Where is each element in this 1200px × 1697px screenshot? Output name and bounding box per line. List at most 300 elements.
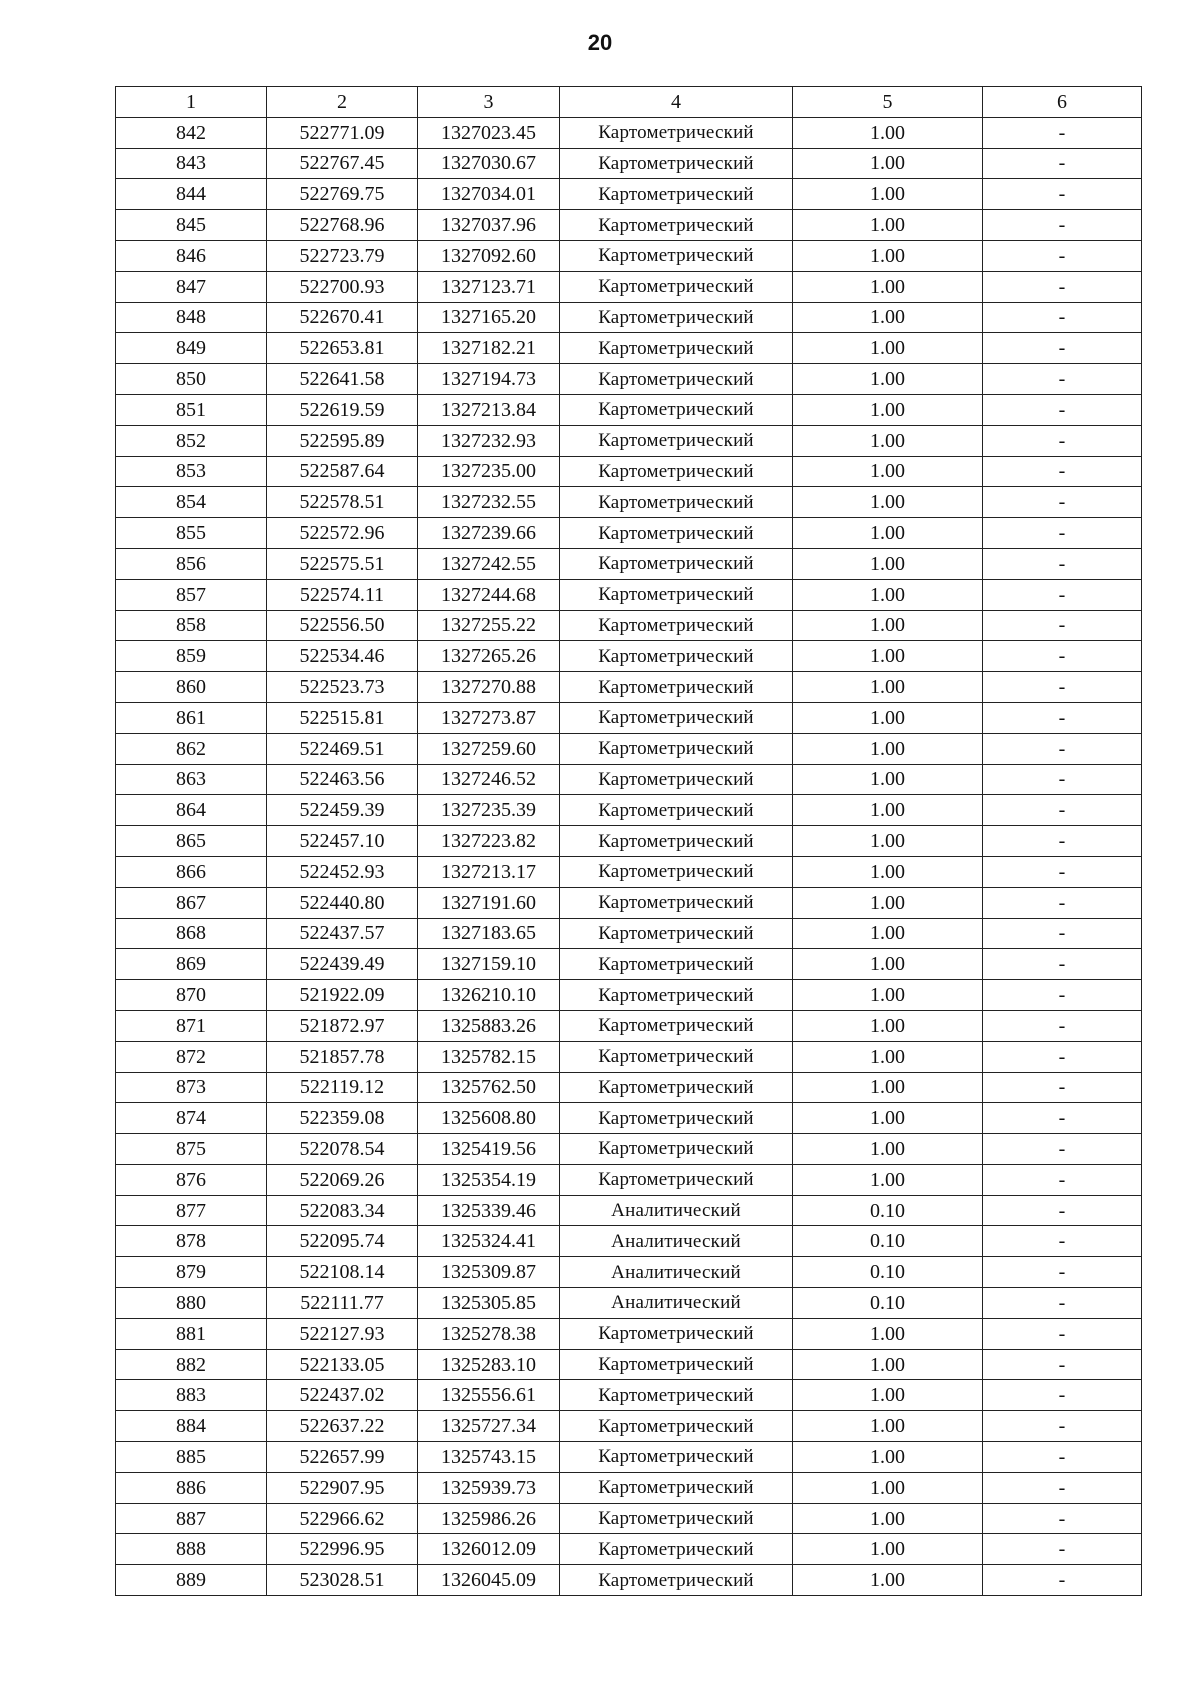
- table-row: [116, 487, 1142, 518]
- table-row: [116, 210, 1142, 241]
- accuracy-cell: 1.00: [793, 1565, 983, 1596]
- accuracy-cell: 1.00: [793, 733, 983, 764]
- method-cell: Картометрический: [560, 117, 793, 148]
- point-number-cell: 868: [116, 918, 267, 949]
- accuracy-cell: 1.00: [793, 1072, 983, 1103]
- x-coordinate-cell: 522127.93: [267, 1318, 418, 1349]
- x-coordinate-cell: 522657.99: [267, 1442, 418, 1473]
- accuracy-cell: 1.00: [793, 364, 983, 395]
- x-coordinate-cell: 522119.12: [267, 1072, 418, 1103]
- point-number-cell: 876: [116, 1164, 267, 1195]
- x-coordinate-cell: 521857.78: [267, 1041, 418, 1072]
- accuracy-cell: 1.00: [793, 425, 983, 456]
- point-number-cell: 859: [116, 641, 267, 672]
- point-number-cell: 878: [116, 1226, 267, 1257]
- method-cell: Картометрический: [560, 1318, 793, 1349]
- table-row: [116, 1411, 1142, 1442]
- point-number-cell: 861: [116, 702, 267, 733]
- method-cell: Картометрический: [560, 1072, 793, 1103]
- y-coordinate-cell: 1327270.88: [418, 672, 560, 703]
- y-coordinate-cell: 1327023.45: [418, 117, 560, 148]
- x-coordinate-cell: 522069.26: [267, 1164, 418, 1195]
- method-cell: Картометрический: [560, 1349, 793, 1380]
- accuracy-cell: 0.10: [793, 1195, 983, 1226]
- table-row: [116, 1226, 1142, 1257]
- accuracy-cell: 1.00: [793, 179, 983, 210]
- accuracy-cell: 0.10: [793, 1257, 983, 1288]
- x-coordinate-cell: 522108.14: [267, 1257, 418, 1288]
- table-row: [116, 1041, 1142, 1072]
- y-coordinate-cell: 1325419.56: [418, 1134, 560, 1165]
- page-number: 20: [587, 30, 613, 55]
- point-number-cell: 843: [116, 148, 267, 179]
- method-cell: Картометрический: [560, 672, 793, 703]
- y-coordinate-cell: 1325324.41: [418, 1226, 560, 1257]
- point-number-cell: 881: [116, 1318, 267, 1349]
- note-cell: -: [983, 1442, 1142, 1473]
- y-coordinate-cell: 1325762.50: [418, 1072, 560, 1103]
- note-cell: -: [983, 1226, 1142, 1257]
- note-cell: -: [983, 179, 1142, 210]
- method-cell: Картометрический: [560, 1503, 793, 1534]
- accuracy-cell: 1.00: [793, 148, 983, 179]
- y-coordinate-cell: 1326210.10: [418, 980, 560, 1011]
- x-coordinate-cell: 522619.59: [267, 394, 418, 425]
- y-coordinate-cell: 1325727.34: [418, 1411, 560, 1442]
- y-coordinate-cell: 1325309.87: [418, 1257, 560, 1288]
- accuracy-cell: 1.00: [793, 1534, 983, 1565]
- y-coordinate-cell: 1325278.38: [418, 1318, 560, 1349]
- accuracy-cell: 1.00: [793, 887, 983, 918]
- accuracy-cell: 1.00: [793, 610, 983, 641]
- accuracy-cell: 1.00: [793, 1442, 983, 1473]
- x-coordinate-cell: 522587.64: [267, 456, 418, 487]
- table-header-row: [116, 87, 1142, 118]
- point-number-cell: 851: [116, 394, 267, 425]
- point-number-cell: 850: [116, 364, 267, 395]
- x-coordinate-cell: 522996.95: [267, 1534, 418, 1565]
- table-row: [116, 980, 1142, 1011]
- note-cell: -: [983, 148, 1142, 179]
- y-coordinate-cell: 1327165.20: [418, 302, 560, 333]
- table-row: [116, 702, 1142, 733]
- note-cell: -: [983, 518, 1142, 549]
- x-coordinate-cell: 521922.09: [267, 980, 418, 1011]
- y-coordinate-cell: 1327232.55: [418, 487, 560, 518]
- method-cell: Картометрический: [560, 610, 793, 641]
- table-row: [116, 1072, 1142, 1103]
- y-coordinate-cell: 1327213.84: [418, 394, 560, 425]
- table-row: [116, 764, 1142, 795]
- method-cell: Картометрический: [560, 579, 793, 610]
- point-number-cell: 866: [116, 856, 267, 887]
- method-cell: Картометрический: [560, 856, 793, 887]
- note-cell: -: [983, 1010, 1142, 1041]
- accuracy-cell: 1.00: [793, 1472, 983, 1503]
- accuracy-cell: 1.00: [793, 1503, 983, 1534]
- method-cell: Картометрический: [560, 425, 793, 456]
- method-cell: Картометрический: [560, 1041, 793, 1072]
- x-coordinate-cell: 522463.56: [267, 764, 418, 795]
- method-cell: Картометрический: [560, 1565, 793, 1596]
- table-row: [116, 394, 1142, 425]
- point-number-cell: 882: [116, 1349, 267, 1380]
- method-cell: Картометрический: [560, 949, 793, 980]
- method-cell: Картометрический: [560, 1164, 793, 1195]
- column-header-5: 5: [793, 87, 983, 118]
- x-coordinate-cell: 522556.50: [267, 610, 418, 641]
- note-cell: -: [983, 733, 1142, 764]
- x-coordinate-cell: 522595.89: [267, 425, 418, 456]
- table-row: [116, 1195, 1142, 1226]
- x-coordinate-cell: 522966.62: [267, 1503, 418, 1534]
- accuracy-cell: 1.00: [793, 210, 983, 241]
- method-cell: Картометрический: [560, 518, 793, 549]
- method-cell: Картометрический: [560, 764, 793, 795]
- point-number-cell: 855: [116, 518, 267, 549]
- method-cell: Картометрический: [560, 179, 793, 210]
- note-cell: -: [983, 702, 1142, 733]
- accuracy-cell: 1.00: [793, 1164, 983, 1195]
- point-number-cell: 854: [116, 487, 267, 518]
- method-cell: Картометрический: [560, 456, 793, 487]
- note-cell: -: [983, 1195, 1142, 1226]
- note-cell: -: [983, 1472, 1142, 1503]
- x-coordinate-cell: 522440.80: [267, 887, 418, 918]
- note-cell: -: [983, 1103, 1142, 1134]
- y-coordinate-cell: 1327030.67: [418, 148, 560, 179]
- accuracy-cell: 1.00: [793, 271, 983, 302]
- note-cell: -: [983, 210, 1142, 241]
- y-coordinate-cell: 1327159.10: [418, 949, 560, 980]
- note-cell: -: [983, 1041, 1142, 1072]
- point-number-cell: 880: [116, 1288, 267, 1319]
- point-number-cell: 853: [116, 456, 267, 487]
- accuracy-cell: 1.00: [793, 518, 983, 549]
- table-row: [116, 949, 1142, 980]
- point-number-cell: 852: [116, 425, 267, 456]
- x-coordinate-cell: 522575.51: [267, 548, 418, 579]
- note-cell: -: [983, 1288, 1142, 1319]
- point-number-cell: 869: [116, 949, 267, 980]
- note-cell: -: [983, 887, 1142, 918]
- accuracy-cell: 1.00: [793, 764, 983, 795]
- method-cell: Картометрический: [560, 733, 793, 764]
- point-number-cell: 865: [116, 826, 267, 857]
- table-row: [116, 1134, 1142, 1165]
- y-coordinate-cell: 1325354.19: [418, 1164, 560, 1195]
- accuracy-cell: 1.00: [793, 548, 983, 579]
- point-number-cell: 875: [116, 1134, 267, 1165]
- point-number-cell: 844: [116, 179, 267, 210]
- point-number-cell: 884: [116, 1411, 267, 1442]
- point-number-cell: 845: [116, 210, 267, 241]
- table-row: [116, 333, 1142, 364]
- table-row: [116, 240, 1142, 271]
- x-coordinate-cell: 522769.75: [267, 179, 418, 210]
- coordinates-table: [115, 86, 1142, 1596]
- accuracy-cell: 1.00: [793, 1010, 983, 1041]
- column-header-4: 4: [560, 87, 793, 118]
- note-cell: -: [983, 487, 1142, 518]
- x-coordinate-cell: 522078.54: [267, 1134, 418, 1165]
- point-number-cell: 883: [116, 1380, 267, 1411]
- point-number-cell: 872: [116, 1041, 267, 1072]
- method-cell: Картометрический: [560, 1010, 793, 1041]
- y-coordinate-cell: 1325339.46: [418, 1195, 560, 1226]
- x-coordinate-cell: 522452.93: [267, 856, 418, 887]
- method-cell: Аналитический: [560, 1288, 793, 1319]
- accuracy-cell: 1.00: [793, 702, 983, 733]
- table-row: [116, 795, 1142, 826]
- y-coordinate-cell: 1325608.80: [418, 1103, 560, 1134]
- note-cell: -: [983, 548, 1142, 579]
- x-coordinate-cell: 522578.51: [267, 487, 418, 518]
- y-coordinate-cell: 1327235.39: [418, 795, 560, 826]
- x-coordinate-cell: 522572.96: [267, 518, 418, 549]
- table-row: [116, 148, 1142, 179]
- y-coordinate-cell: 1327092.60: [418, 240, 560, 271]
- note-cell: -: [983, 271, 1142, 302]
- y-coordinate-cell: 1327244.68: [418, 579, 560, 610]
- y-coordinate-cell: 1327246.52: [418, 764, 560, 795]
- note-cell: -: [983, 610, 1142, 641]
- method-cell: Аналитический: [560, 1226, 793, 1257]
- note-cell: -: [983, 1318, 1142, 1349]
- y-coordinate-cell: 1327255.22: [418, 610, 560, 641]
- method-cell: Аналитический: [560, 1195, 793, 1226]
- method-cell: Картометрический: [560, 1472, 793, 1503]
- y-coordinate-cell: 1327242.55: [418, 548, 560, 579]
- method-cell: Картометрический: [560, 210, 793, 241]
- note-cell: -: [983, 1565, 1142, 1596]
- point-number-cell: 849: [116, 333, 267, 364]
- accuracy-cell: 1.00: [793, 456, 983, 487]
- x-coordinate-cell: 522534.46: [267, 641, 418, 672]
- x-coordinate-cell: 522095.74: [267, 1226, 418, 1257]
- x-coordinate-cell: 521872.97: [267, 1010, 418, 1041]
- point-number-cell: 864: [116, 795, 267, 826]
- table-row: [116, 518, 1142, 549]
- note-cell: -: [983, 1257, 1142, 1288]
- accuracy-cell: 1.00: [793, 672, 983, 703]
- point-number-cell: 848: [116, 302, 267, 333]
- y-coordinate-cell: 1327259.60: [418, 733, 560, 764]
- accuracy-cell: 1.00: [793, 1349, 983, 1380]
- y-coordinate-cell: 1326012.09: [418, 1534, 560, 1565]
- x-coordinate-cell: 522523.73: [267, 672, 418, 703]
- x-coordinate-cell: 522133.05: [267, 1349, 418, 1380]
- method-cell: Картометрический: [560, 1134, 793, 1165]
- accuracy-cell: 1.00: [793, 1380, 983, 1411]
- y-coordinate-cell: 1325283.10: [418, 1349, 560, 1380]
- table-row: [116, 1534, 1142, 1565]
- y-coordinate-cell: 1327273.87: [418, 702, 560, 733]
- note-cell: -: [983, 425, 1142, 456]
- column-header-3: 3: [418, 87, 560, 118]
- x-coordinate-cell: 522670.41: [267, 302, 418, 333]
- accuracy-cell: 1.00: [793, 1041, 983, 1072]
- method-cell: Аналитический: [560, 1257, 793, 1288]
- y-coordinate-cell: 1327235.00: [418, 456, 560, 487]
- x-coordinate-cell: 522469.51: [267, 733, 418, 764]
- table-row: [116, 1349, 1142, 1380]
- table-row: [116, 364, 1142, 395]
- note-cell: -: [983, 394, 1142, 425]
- accuracy-cell: 1.00: [793, 117, 983, 148]
- point-number-cell: 874: [116, 1103, 267, 1134]
- x-coordinate-cell: 522641.58: [267, 364, 418, 395]
- table-body: [116, 117, 1142, 1595]
- accuracy-cell: 1.00: [793, 918, 983, 949]
- table-row: [116, 856, 1142, 887]
- note-cell: -: [983, 240, 1142, 271]
- point-number-cell: 870: [116, 980, 267, 1011]
- note-cell: -: [983, 1164, 1142, 1195]
- point-number-cell: 888: [116, 1534, 267, 1565]
- y-coordinate-cell: 1325556.61: [418, 1380, 560, 1411]
- x-coordinate-cell: 522653.81: [267, 333, 418, 364]
- note-cell: -: [983, 795, 1142, 826]
- table-row: [116, 1380, 1142, 1411]
- table-row: [116, 1565, 1142, 1596]
- y-coordinate-cell: 1327123.71: [418, 271, 560, 302]
- column-header-2: 2: [267, 87, 418, 118]
- point-number-cell: 858: [116, 610, 267, 641]
- method-cell: Картометрический: [560, 702, 793, 733]
- accuracy-cell: 1.00: [793, 856, 983, 887]
- method-cell: Картометрический: [560, 364, 793, 395]
- method-cell: Картометрический: [560, 548, 793, 579]
- method-cell: Картометрический: [560, 302, 793, 333]
- y-coordinate-cell: 1325986.26: [418, 1503, 560, 1534]
- point-number-cell: 873: [116, 1072, 267, 1103]
- table-row: [116, 733, 1142, 764]
- note-cell: -: [983, 302, 1142, 333]
- x-coordinate-cell: 522437.57: [267, 918, 418, 949]
- y-coordinate-cell: 1325883.26: [418, 1010, 560, 1041]
- note-cell: -: [983, 1534, 1142, 1565]
- x-coordinate-cell: 522723.79: [267, 240, 418, 271]
- table-row: [116, 1318, 1142, 1349]
- point-number-cell: 877: [116, 1195, 267, 1226]
- x-coordinate-cell: 522574.11: [267, 579, 418, 610]
- method-cell: Картометрический: [560, 240, 793, 271]
- accuracy-cell: 1.00: [793, 1103, 983, 1134]
- y-coordinate-cell: 1327239.66: [418, 518, 560, 549]
- method-cell: Картометрический: [560, 795, 793, 826]
- table-row: [116, 641, 1142, 672]
- x-coordinate-cell: 522111.77: [267, 1288, 418, 1319]
- point-number-cell: 847: [116, 271, 267, 302]
- method-cell: Картометрический: [560, 826, 793, 857]
- table-row: [116, 1103, 1142, 1134]
- point-number-cell: 887: [116, 1503, 267, 1534]
- point-number-cell: 889: [116, 1565, 267, 1596]
- accuracy-cell: 0.10: [793, 1288, 983, 1319]
- method-cell: Картометрический: [560, 148, 793, 179]
- method-cell: Картометрический: [560, 1442, 793, 1473]
- point-number-cell: 842: [116, 117, 267, 148]
- method-cell: Картометрический: [560, 641, 793, 672]
- y-coordinate-cell: 1325305.85: [418, 1288, 560, 1319]
- table-row: [116, 579, 1142, 610]
- table-row: [116, 456, 1142, 487]
- table-row: [116, 1503, 1142, 1534]
- note-cell: -: [983, 918, 1142, 949]
- point-number-cell: 846: [116, 240, 267, 271]
- y-coordinate-cell: 1327183.65: [418, 918, 560, 949]
- y-coordinate-cell: 1327265.26: [418, 641, 560, 672]
- table-row: [116, 1010, 1142, 1041]
- method-cell: Картометрический: [560, 333, 793, 364]
- point-number-cell: 879: [116, 1257, 267, 1288]
- accuracy-cell: 0.10: [793, 1226, 983, 1257]
- note-cell: -: [983, 949, 1142, 980]
- x-coordinate-cell: 522437.02: [267, 1380, 418, 1411]
- method-cell: Картометрический: [560, 1380, 793, 1411]
- y-coordinate-cell: 1327194.73: [418, 364, 560, 395]
- accuracy-cell: 1.00: [793, 980, 983, 1011]
- x-coordinate-cell: 522767.45: [267, 148, 418, 179]
- y-coordinate-cell: 1327223.82: [418, 826, 560, 857]
- table-row: [116, 1288, 1142, 1319]
- column-header-6: 6: [983, 87, 1142, 118]
- note-cell: -: [983, 333, 1142, 364]
- accuracy-cell: 1.00: [793, 240, 983, 271]
- note-cell: -: [983, 826, 1142, 857]
- accuracy-cell: 1.00: [793, 1318, 983, 1349]
- note-cell: -: [983, 764, 1142, 795]
- x-coordinate-cell: 522771.09: [267, 117, 418, 148]
- note-cell: -: [983, 856, 1142, 887]
- table-row: [116, 271, 1142, 302]
- x-coordinate-cell: 522083.34: [267, 1195, 418, 1226]
- table-row: [116, 1472, 1142, 1503]
- table-row: [116, 672, 1142, 703]
- x-coordinate-cell: 522907.95: [267, 1472, 418, 1503]
- column-header-1: 1: [116, 87, 267, 118]
- x-coordinate-cell: 522515.81: [267, 702, 418, 733]
- point-number-cell: 862: [116, 733, 267, 764]
- note-cell: -: [983, 1380, 1142, 1411]
- y-coordinate-cell: 1327037.96: [418, 210, 560, 241]
- note-cell: -: [983, 1503, 1142, 1534]
- method-cell: Картометрический: [560, 980, 793, 1011]
- accuracy-cell: 1.00: [793, 795, 983, 826]
- note-cell: -: [983, 1411, 1142, 1442]
- table-row: [116, 918, 1142, 949]
- point-number-cell: 871: [116, 1010, 267, 1041]
- accuracy-cell: 1.00: [793, 579, 983, 610]
- point-number-cell: 885: [116, 1442, 267, 1473]
- table-row: [116, 179, 1142, 210]
- point-number-cell: 860: [116, 672, 267, 703]
- method-cell: Картометрический: [560, 918, 793, 949]
- y-coordinate-cell: 1327191.60: [418, 887, 560, 918]
- point-number-cell: 886: [116, 1472, 267, 1503]
- note-cell: -: [983, 364, 1142, 395]
- note-cell: -: [983, 1072, 1142, 1103]
- y-coordinate-cell: 1326045.09: [418, 1565, 560, 1596]
- accuracy-cell: 1.00: [793, 333, 983, 364]
- method-cell: Картометрический: [560, 271, 793, 302]
- y-coordinate-cell: 1327232.93: [418, 425, 560, 456]
- y-coordinate-cell: 1327182.21: [418, 333, 560, 364]
- point-number-cell: 857: [116, 579, 267, 610]
- x-coordinate-cell: 522768.96: [267, 210, 418, 241]
- note-cell: -: [983, 980, 1142, 1011]
